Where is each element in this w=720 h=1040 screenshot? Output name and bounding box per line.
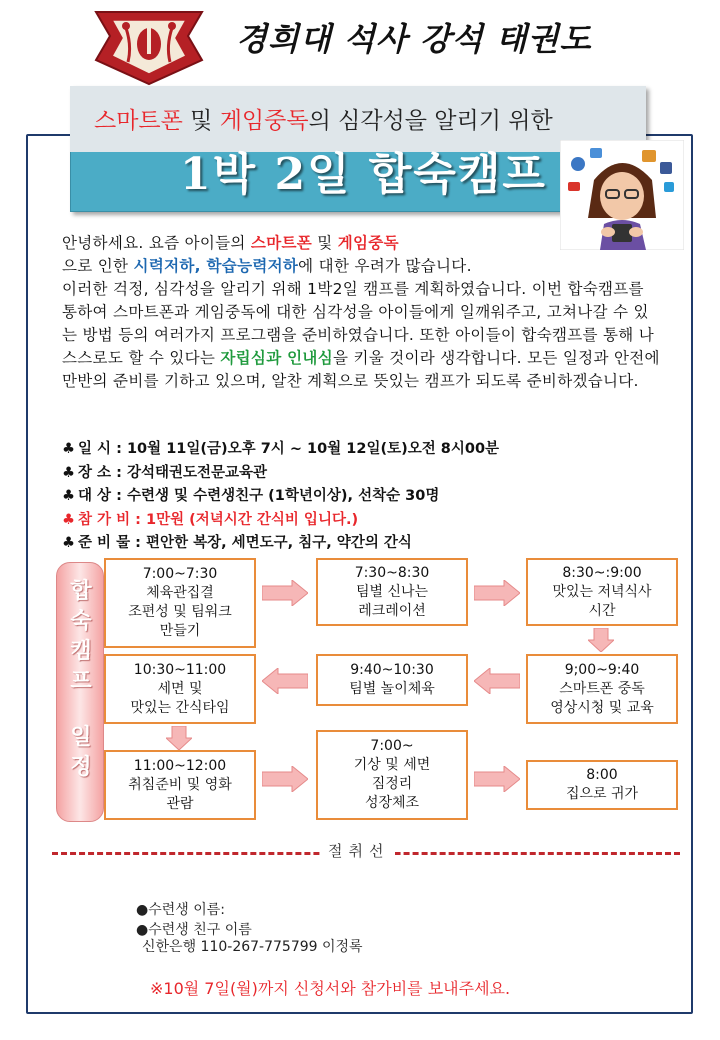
bank-account-info: 신한은행 110-267-775799 이정록 (142, 939, 363, 955)
side-label-char: 프 (70, 669, 92, 694)
schedule-activity: 관람 (166, 795, 194, 812)
detail-target-text: 대 상 : 수련생 및 수련생친구 (1학년이상), 선착순 30명 (78, 488, 440, 504)
side-label-char: 숙 (70, 609, 92, 634)
detail-place-text: 장 소 : 강석태권도전문교육관 (78, 464, 268, 481)
schedule-activity: 영상시청 및 교육 (550, 699, 654, 716)
schedule-time: 10:30~11:00 (133, 661, 227, 678)
subtitle-smartphone: 스마트폰 (94, 108, 183, 134)
schedule-box (316, 558, 468, 626)
schedule-time: 8:00 (586, 767, 618, 783)
schedule-box (526, 760, 678, 810)
banner-subtitle (94, 102, 553, 135)
schedule-box (104, 558, 256, 648)
detail-date-text: 일 시 : 10월 11일(금)오후 7시 ~ 10월 12일(토)오전 8시00분 (78, 441, 500, 457)
school-emblem-logo (92, 6, 206, 86)
arrow-right-icon (262, 580, 308, 606)
arrow-left-icon (262, 668, 308, 694)
schedule-activity: 맛있는 저녁식사 (552, 583, 652, 600)
schedule-box (104, 654, 256, 724)
detail-target (62, 485, 682, 509)
cut-line-label: 절취선 (322, 840, 395, 861)
intro-concern: 에 대한 우려가 많습니다. (298, 257, 472, 275)
schedule-side-label (56, 562, 104, 822)
club-icon: ♣ (62, 511, 75, 528)
detail-fee (62, 509, 682, 533)
side-label-char: 일 (70, 725, 92, 750)
schedule-activity: 세면 및 (157, 680, 203, 697)
schedule-time: 9;00~9:40 (564, 661, 640, 678)
schedule-time: 7:30~8:30 (354, 564, 430, 581)
side-label-camp (57, 577, 105, 697)
schedule-box (526, 558, 678, 626)
schedule-activity: 스마트폰 중독 (559, 680, 645, 697)
student-name-field: ●수련생 이름: (136, 902, 226, 918)
intro-body: 이러한 걱정, 심각성을 알리기 위해 1박2일 캠프를 계획하였습니다. 이번 합숙캠프를 통하여 스마트폰과 게임중독에 대한 심각성을 아이들에게 일깨워주고, 고쳐나갈 수 있는 방법 등의 여러가지 프로그램을 준비하였습니다. 또한 아이들이 합숙캠프를 통해 나 스스로도 할 수 있다는 (62, 280, 655, 367)
intro-paragraph (62, 232, 662, 393)
schedule-time: 7:00~7:30 (142, 566, 218, 582)
application-form (136, 900, 252, 940)
intro-and: 및 (312, 234, 338, 252)
schedule-activity: 체육관집결 (146, 585, 214, 601)
schedule-activity: 레크레이션 (358, 602, 426, 619)
side-label-char: 캠 (70, 639, 92, 664)
schedule-activity: 취침준비 및 영화 (128, 776, 232, 793)
intro-independence-patience: 자립심과 인내심 (220, 349, 333, 367)
schedule-activity: 시간 (588, 602, 616, 619)
intro-greeting: 안녕하세요. 요즘 아이들의 (62, 234, 251, 252)
schedule-activity: 맛있는 간식타임 (130, 699, 230, 716)
schedule-activity: 팀별 신나는 (355, 583, 429, 600)
arrow-left-icon (474, 668, 520, 694)
schedule-activity: 만들기 (159, 623, 201, 639)
club-icon: ♣ (62, 535, 75, 551)
arrow-down-icon (588, 628, 614, 652)
schedule-activity: 팀별 놀이체육 (349, 681, 435, 697)
schedule-box (316, 654, 468, 706)
intro-smartphone: 스마트폰 (250, 234, 313, 252)
deadline-notice: ※10월 7일(월)까지 신청서와 참가비를 보내주세요. (150, 979, 511, 998)
intro-game-addiction: 게임중독 (337, 234, 399, 252)
club-icon: ♣ (62, 488, 75, 504)
schedule-box (104, 750, 256, 820)
camp-details (62, 438, 682, 556)
detail-supplies-text: 준 비 물 : 편안한 복장, 세면도구, 침구, 약간의 간식 (78, 535, 412, 551)
schedule-activity: 짐정리 (371, 776, 413, 792)
side-label-char: 합 (70, 579, 92, 604)
subtitle-game-addiction: 게임중독 (219, 108, 309, 134)
schedule-time: 7:00~ (370, 738, 414, 754)
arrow-down-icon (166, 726, 192, 750)
banner-main-title: 1박 2일 합숙캠프 (180, 149, 547, 200)
schedule-activity: 성장체조 (364, 795, 420, 811)
arrow-right-icon (262, 766, 308, 792)
schedule-activity: 기상 및 세면 (353, 757, 431, 773)
side-label-char: 정 (70, 755, 92, 780)
subtitle-rest: 의 심각성을 알리기 위한 (308, 108, 553, 134)
schedule-time: 8:30~:9:00 (562, 564, 642, 581)
schedule-activity: 조편성 및 팀워크 (128, 604, 232, 620)
schedule-box (526, 654, 678, 724)
schedule-box (316, 730, 468, 820)
subtitle-and: 및 (182, 108, 220, 134)
side-label-schedule (57, 723, 105, 783)
schedule-time: 11:00~12:00 (133, 757, 227, 774)
school-name-title: 경희대 석사 강석 태권도 (236, 20, 592, 58)
detail-place (62, 462, 682, 486)
detail-date (62, 438, 682, 462)
intro-closing: 을 키울 것이라 생각합니다. 모든 일정과 안전에 만반의 준비를 기하고 있으며, 알찬 계획으로 뜻있는 캠프가 되도록 준비하겠습니다. (62, 349, 660, 390)
club-icon: ♣ (62, 464, 75, 481)
arrow-right-icon (474, 766, 520, 792)
detail-fee-text: 참 가 비 : 1만원 (저녁시간 간식비 입니다.) (78, 511, 359, 528)
detail-supplies (62, 532, 682, 556)
schedule-activity: 집으로 귀가 (565, 786, 639, 802)
arrow-right-icon (474, 580, 520, 606)
intro-vision-learning: 시력저하, 학습능력저하 (133, 257, 299, 275)
schedule-time: 9:40~10:30 (350, 662, 434, 678)
intro-cause: 으로 인한 (62, 257, 134, 275)
club-icon: ♣ (62, 441, 75, 457)
friend-name-field: ●수련생 친구 이름 (136, 922, 252, 938)
side-label-text (57, 577, 105, 783)
